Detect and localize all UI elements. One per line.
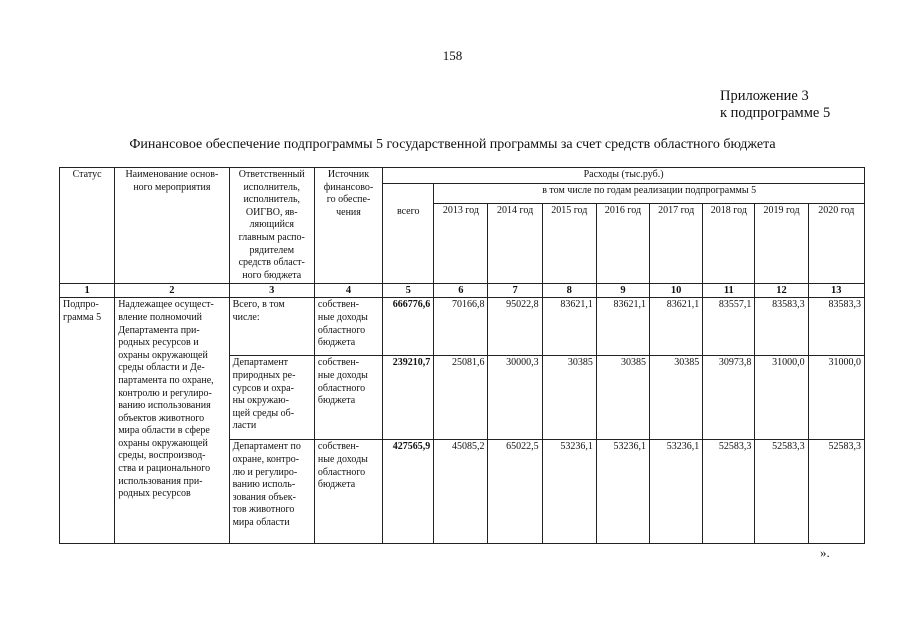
total-cell: 427565,9 [383, 440, 434, 544]
header-name: Наименование основ- ного мероприятия [115, 168, 229, 284]
column-number-row [60, 284, 865, 298]
total-cell: 239210,7 [383, 356, 434, 440]
source-cell: собствен- ные доходы областного бюджета [314, 298, 382, 356]
responsible-cell: Департамент по охране, контро- лю и регулиро- ванию исполь- зования объек- тов животного мира области [229, 440, 314, 544]
appendix-line-1: Приложение 3 [720, 88, 809, 104]
year-value-cell: 45085,2 [434, 440, 488, 544]
table-row-total [60, 298, 865, 356]
year-value-cell: 52583,3 [703, 440, 755, 544]
year-value-cell: 83621,1 [650, 298, 703, 356]
closing-quote: ». [820, 545, 830, 560]
column-number: 8 [542, 284, 596, 298]
column-number: 2 [115, 284, 229, 298]
column-number: 10 [650, 284, 703, 298]
column-number: 7 [488, 284, 542, 298]
header-year-2015: 2015 год [542, 204, 596, 284]
year-value-cell: 31000,0 [808, 356, 864, 440]
year-value-cell: 30385 [650, 356, 703, 440]
column-number: 11 [703, 284, 755, 298]
column-number: 3 [229, 284, 314, 298]
appendix-line-2: к подпрограмме 5 [720, 105, 831, 121]
header-by-years: в том числе по годам реализации подпрограммы 5 [434, 184, 865, 204]
year-value-cell: 30385 [542, 356, 596, 440]
header-total: всего [383, 184, 434, 284]
column-number: 1 [60, 284, 115, 298]
status-cell: Подпро- грамма 5 [60, 298, 115, 544]
header-year-2013: 2013 год [434, 204, 488, 284]
column-number: 6 [434, 284, 488, 298]
responsible-cell: Департамент природных ре- сурсов и охра- ны окружаю- щей среды об- ласти [229, 356, 314, 440]
year-value-cell: 95022,8 [488, 298, 542, 356]
year-value-cell: 30973,8 [703, 356, 755, 440]
year-value-cell: 83583,3 [808, 298, 864, 356]
year-value-cell: 30385 [596, 356, 649, 440]
header-year-2017: 2017 год [650, 204, 703, 284]
column-number: 13 [808, 284, 864, 298]
activity-name-cell: Надлежащее осущест- вление полномочий Департамента при- родных ресурсов и охраны окружающей среды области и Де- партамента по охране, контролю и регулиро- ванию использования объектов животного мира области в сфере охраны окружающей среды, воспроизвод- ства и рационального использования при- родных ресурсов [115, 298, 229, 544]
appendix-note [720, 88, 830, 122]
year-value-cell: 70166,8 [434, 298, 488, 356]
year-value-cell: 52583,3 [755, 440, 808, 544]
year-value-cell: 83583,3 [755, 298, 808, 356]
header-responsible: Ответственный исполнитель, исполнитель, ОИГВО, яв- ляющийся главным распо- рядителем средств област- ного бюджета [229, 168, 314, 284]
header-year-2014: 2014 год [488, 204, 542, 284]
year-value-cell: 52583,3 [808, 440, 864, 544]
source-cell: собствен- ные доходы областного бюджета [314, 440, 382, 544]
year-value-cell: 25081,6 [434, 356, 488, 440]
source-cell: собствен- ные доходы областного бюджета [314, 356, 382, 440]
header-year-2018: 2018 год [703, 204, 755, 284]
header-source: Источник финансово- го обеспе- чения [314, 168, 382, 284]
page-number: 158 [442, 48, 463, 63]
year-value-cell: 53236,1 [596, 440, 649, 544]
year-value-cell: 53236,1 [542, 440, 596, 544]
header-expenses: Расходы (тыс.руб.) [383, 168, 865, 184]
financing-table [59, 167, 865, 544]
year-value-cell: 65022,5 [488, 440, 542, 544]
header-status: Статус [60, 168, 115, 284]
column-number: 4 [314, 284, 382, 298]
year-value-cell: 31000,0 [755, 356, 808, 440]
year-value-cell: 30000,3 [488, 356, 542, 440]
responsible-cell: Всего, в том числе: [229, 298, 314, 356]
column-number: 9 [596, 284, 649, 298]
column-number: 12 [755, 284, 808, 298]
header-year-2019: 2019 год [755, 204, 808, 284]
year-value-cell: 53236,1 [650, 440, 703, 544]
column-number: 5 [383, 284, 434, 298]
document-title: Финансовое обеспечение подпрограммы 5 государственной программы за счет средств областного бюджета [129, 137, 776, 152]
header-year-2020: 2020 год [808, 204, 864, 284]
year-value-cell: 83621,1 [596, 298, 649, 356]
year-value-cell: 83621,1 [542, 298, 596, 356]
year-value-cell: 83557,1 [703, 298, 755, 356]
header-year-2016: 2016 год [596, 204, 649, 284]
total-cell: 666776,6 [383, 298, 434, 356]
